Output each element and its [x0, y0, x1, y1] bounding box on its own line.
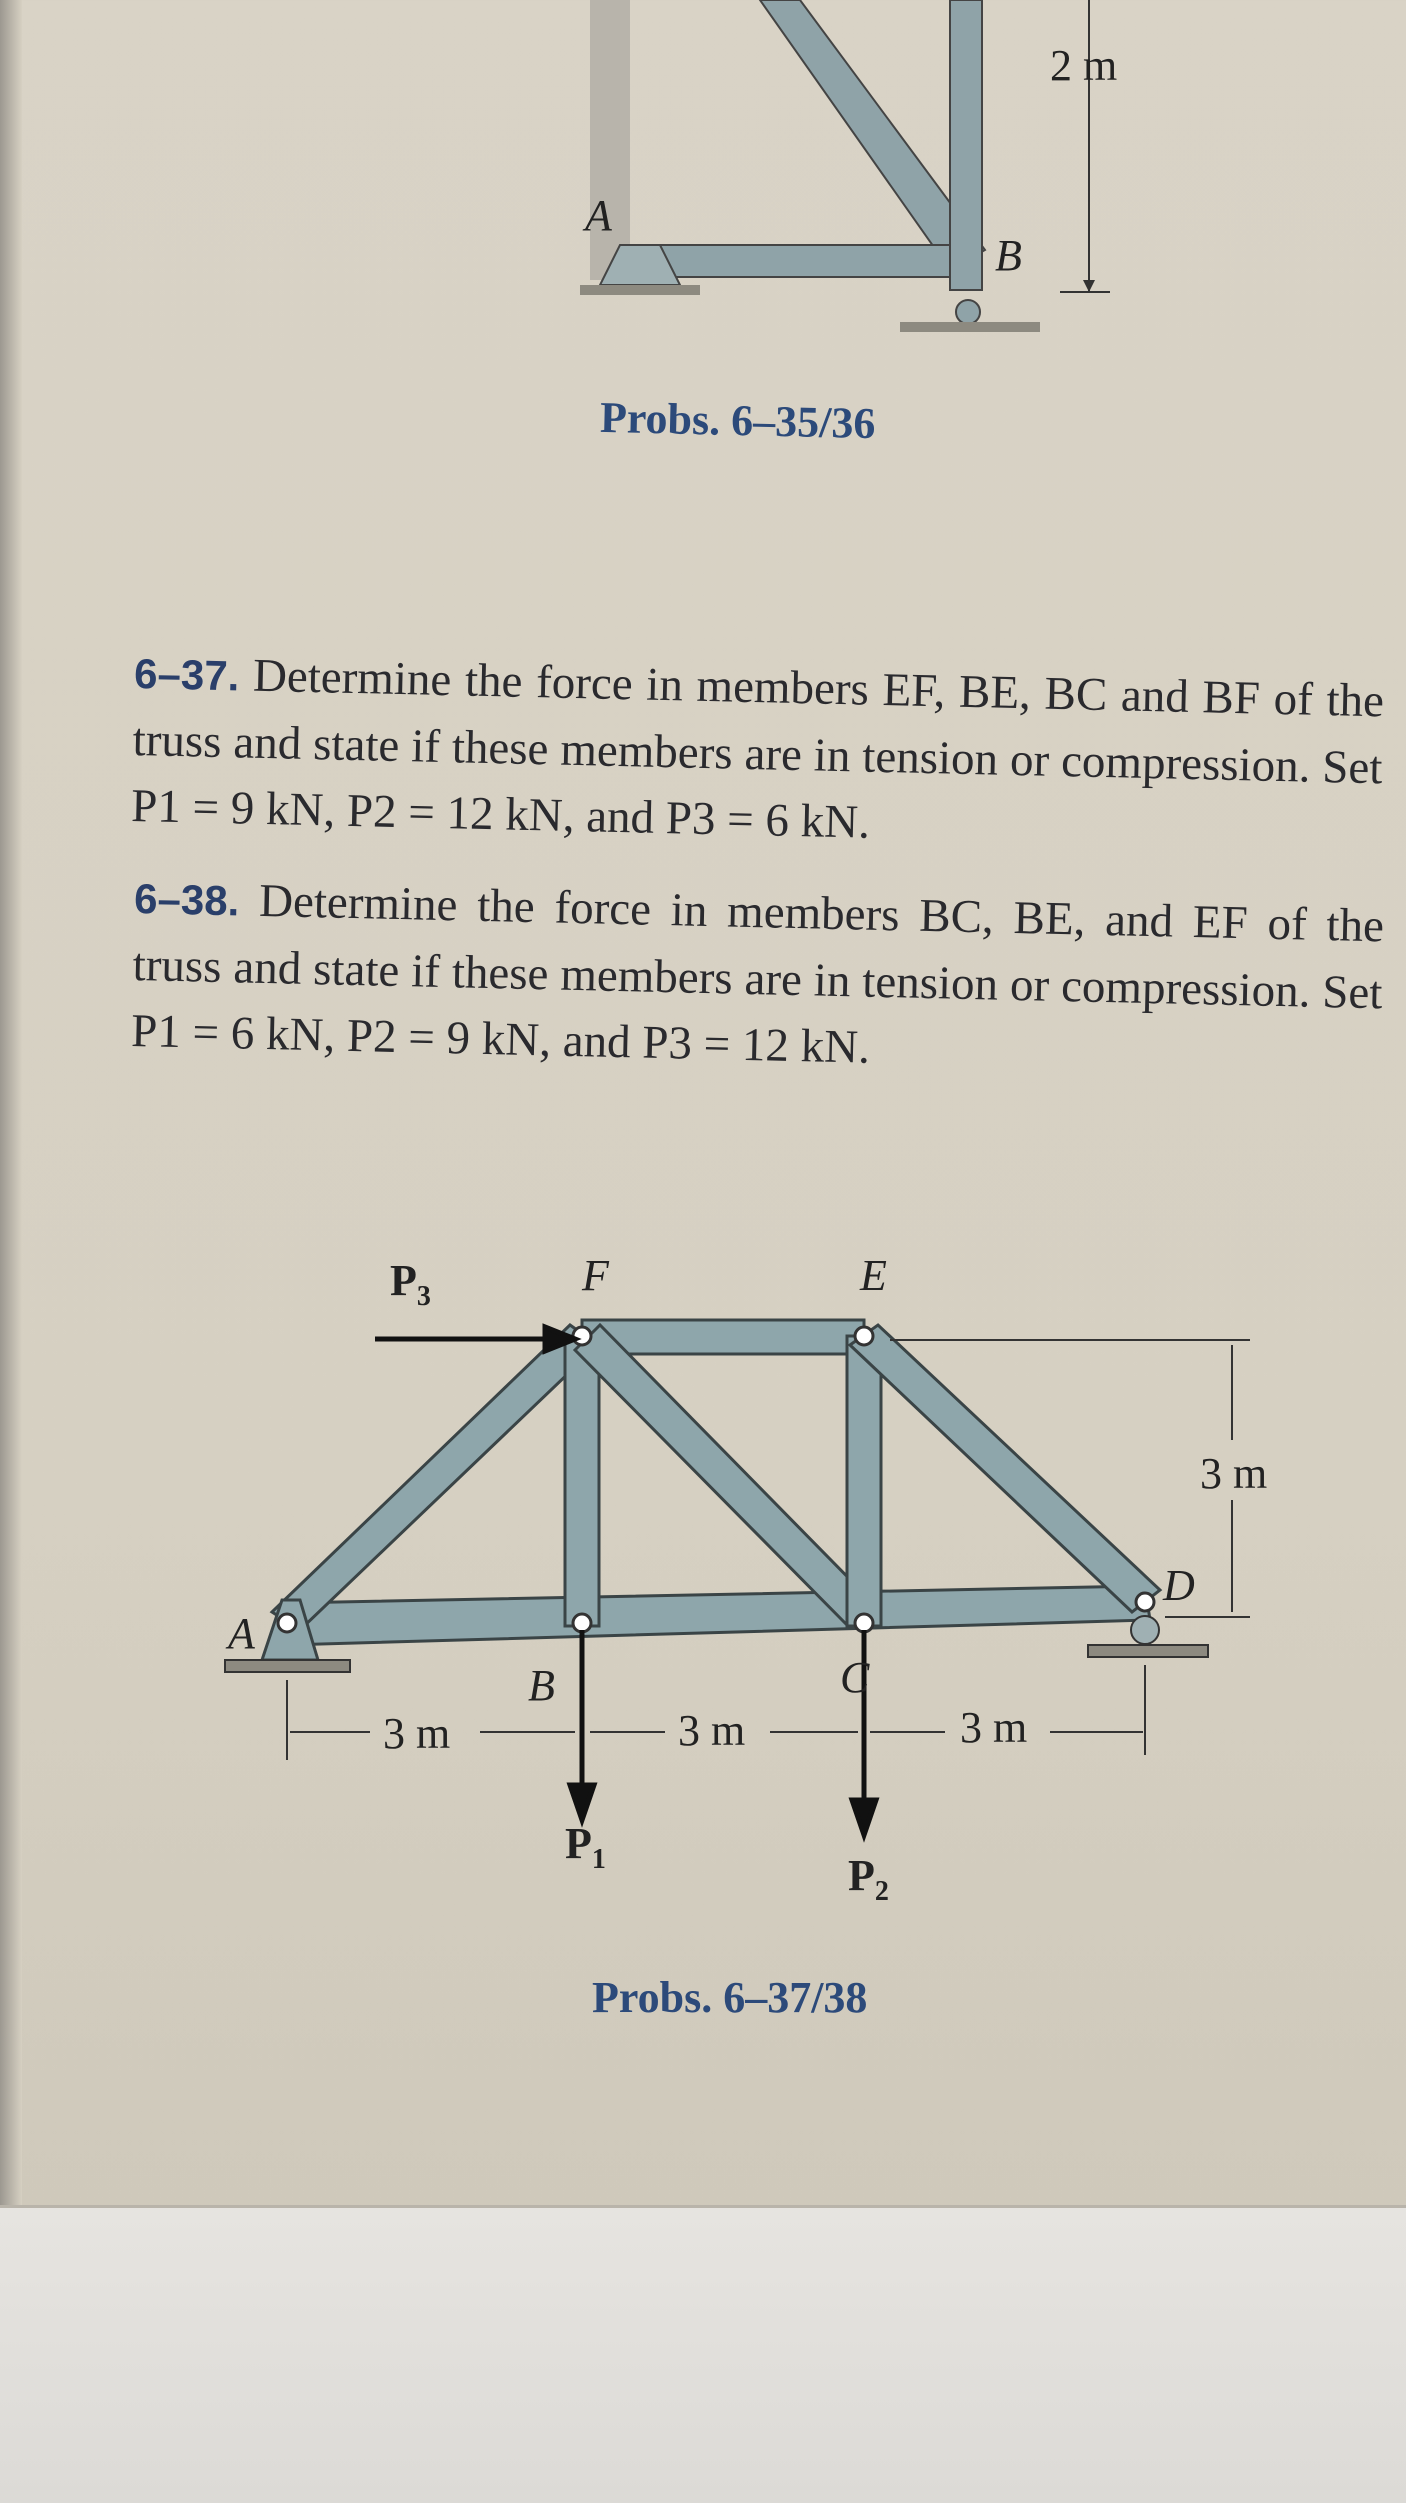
member-bf [565, 1336, 599, 1626]
load-label-p1: $P_1$ [565, 1819, 606, 1875]
joint-label-f: F [582, 1251, 609, 1300]
joint-label-a: A [228, 1609, 255, 1658]
joint-label-d: D [1163, 1561, 1195, 1610]
joint-label-a: A [585, 191, 612, 240]
load-label-p2: $P_2$ [848, 1851, 889, 1907]
joint-label-e: E [860, 1251, 887, 1300]
member-af [272, 1325, 598, 1630]
dimension-label: 2 m [1050, 41, 1118, 90]
member-fc [575, 1325, 880, 1628]
problem-number: 6–37. [133, 649, 240, 700]
load-arrows [375, 1327, 876, 1835]
load-label-p3: $P_3$ [390, 1256, 431, 1312]
figure-caption-35-36: Probs. 6–35/36 [599, 392, 876, 449]
joint-label-b: B [528, 1661, 555, 1710]
span-label-cd: 3 m [960, 1703, 1028, 1752]
truss-members [262, 1320, 1160, 1660]
problem-text: Determine the force in members BC, BE, and EF of the truss and state if these members are in tension or compression. Set P1 = 6 kN, P2 = 9 kN, and P3 = 12 kN. [130, 874, 1385, 1074]
problem-number: 6–38. [133, 874, 240, 925]
figure-caption-37-38: Probs. 6–37/38 [592, 1973, 868, 2022]
member-ed [850, 1325, 1160, 1612]
problem-text: Determine the force in members EF, BE, BC and BF of the truss and state if these members are in tension or compression. Set P1 = 9 kN, P2 = 12 kN, and P3 = 6 kN. [130, 649, 1385, 849]
joint-label-c: C [840, 1653, 870, 1702]
span-label-bc: 3 m [678, 1706, 746, 1755]
member-abcd [287, 1586, 1150, 1645]
height-label: 3 m [1200, 1449, 1268, 1498]
span-label-ab: 3 m [383, 1709, 451, 1758]
member-ec [847, 1336, 881, 1626]
joint-label-b: B [995, 231, 1022, 280]
